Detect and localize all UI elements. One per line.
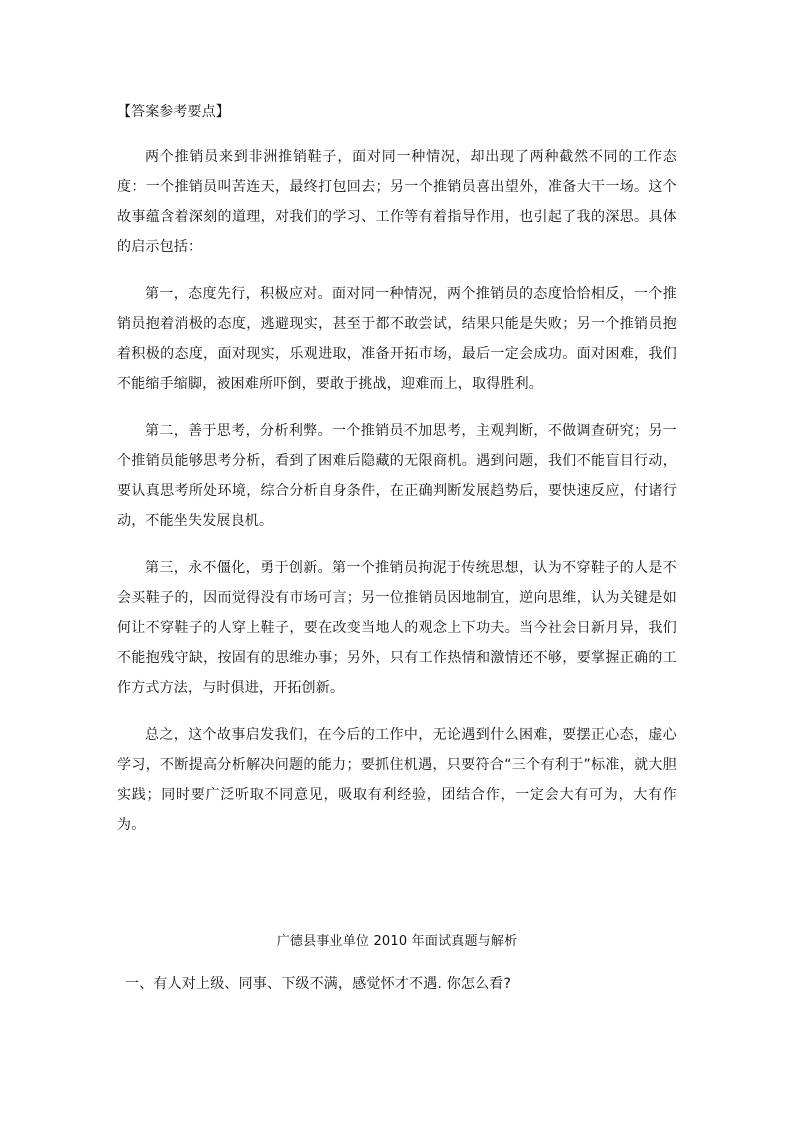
- answer-heading: 【答案参考要点】: [117, 104, 230, 120]
- paragraph-point-1: 第一，态度先行，积极应对。面对同一种情况，两个推销员的态度恰恰相反，一个推销员抱着消极的态度，逃避现实，甚至于都不敢尝试，结果只能是失败；另一个推销员抱着积极的态度，面对现实，乐观进取，准备开拓市场，最后一定会成功。面对困难，我们不能缩手缩脚，被困难所吓倒，要敢于挑战，迎难而上，取得胜利。: [117, 286, 677, 392]
- answer-section: [117, 100, 677, 857]
- exam-title: 广德县事业单位 2010 年面试真题与解析: [276, 934, 518, 949]
- paragraph-conclusion: 总之，这个故事启发我们，在今后的工作中，无论遇到什么困难，要摆正心态，虚心学习，不断提高分析解决问题的能力；要抓住机遇，只要符合“三个有利于”标准，就大胆实践；同时要广泛听取不同意见，吸取有利经验，团结合作，一定会大有可为，大有作为。: [117, 727, 677, 833]
- paragraph-intro: 两个推销员来到非洲推销鞋子，面对同一种情况，却出现了两种截然不同的工作态度：一个推销员叫苦连天，最终打包回去；另一个推销员喜出望外，准备大干一场。这个故事蕴含着深刻的道理，对我们的学习、工作等有着指导作用，也引起了我的深思。具体的启示包括：: [117, 149, 677, 255]
- question-1: 一、有人对上级、同事、下级不满，感觉怀才不遇. 你怎么看?: [125, 976, 512, 992]
- paragraph-point-2: 第二，善于思考，分析利弊。一个推销员不加思考，主观判断，不做调查研究；另一个推销员能够思考分析，看到了困难后隐藏的无限商机。遇到问题，我们不能盲目行动，要认真思考所处环境，综合分析自身条件，在正确判断发展趋势后，要快速反应，付诸行动，不能坐失发展良机。: [117, 423, 677, 529]
- paragraph-point-3: 第三，永不僵化，勇于创新。第一个推销员拘泥于传统思想，认为不穿鞋子的人是不会买鞋子的，因而觉得没有市场可言；另一位推销员因地制宜，逆向思维，认为关键是如何让不穿鞋子的人穿上鞋子，要在改变当地人的观念上下功夫。当今社会日新月异，我们不能抱残守缺，按固有的思维办事；另外，只有工作热情和激情还不够，要掌握正确的工作方式方法，与时俱进，开拓创新。: [117, 560, 677, 696]
